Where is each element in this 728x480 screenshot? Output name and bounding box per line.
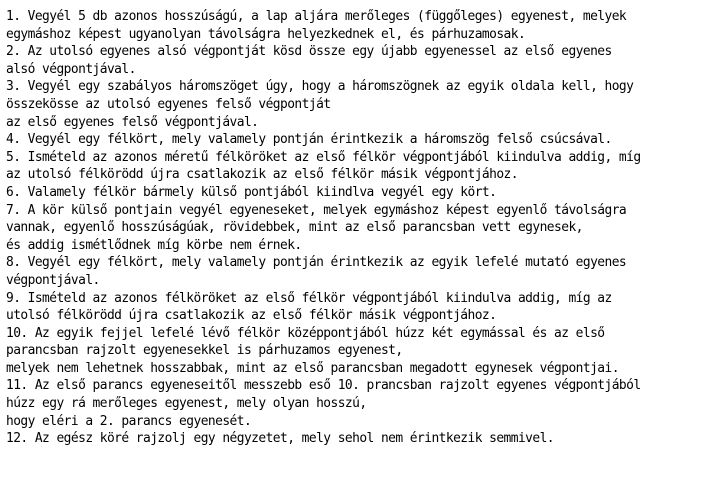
text-line: hogy eléri a 2. parancs egyenesét. — [6, 413, 252, 429]
text-line: 10. Az egyik fejjel lefelé lévő félkör középpontjából húzz két egymással és az első — [6, 325, 605, 341]
text-line: egymáshoz képest ugyanolyan távolságra helyezkednek el, és párhuzamosak. — [6, 26, 526, 42]
text-line: az első egyenes felső végpontjával. — [6, 114, 259, 130]
text-line: 3. Vegyél egy szabályos háromszöget úgy, hogy a háromszögnek az egyik oldala kell, hogy — [6, 79, 634, 95]
text-line: az utolsó félkörödd újra csatlakozik az első félkör másik végpontjához. — [6, 167, 518, 183]
text-line: 11. Az első parancs egyeneseitől messzebb eső 10. prancsban rajzolt egyenes végpontjából — [6, 378, 641, 394]
text-line: utolsó félkörödd újra csatlakozik az első félkör másik végpontjához. — [6, 308, 497, 324]
text-line: melyek nem lehetnek hosszabbak, mint az első parancsban megadott egynesek végpontjai. — [6, 360, 619, 376]
instruction-text-document — [6, 8, 722, 448]
text-line: összekösse az utolsó egyenes felső végpontját — [6, 96, 331, 112]
text-line: 2. Az utolsó egyenes alsó végpontját kösd össze egy újabb egyenessel az első egyenes — [6, 44, 612, 60]
text-line: 4. Vegyél egy félkört, mely valamely pontján érintkezik a háromszög felső csúcsával. — [6, 132, 612, 148]
text-line: vannak, egyenlő hosszúságúak, rövidebbek, mint az első parancsban vett egynesek, — [6, 220, 583, 236]
text-line: 6. Valamely félkör bármely külső pontjából kiindlva vegyél egy kört. — [6, 184, 497, 200]
text-line: 7. A kör külső pontjain vegyél egyeneseket, melyek egymáshoz képest egyenlő távolságra — [6, 202, 627, 218]
text-line: alsó végpontjával. — [6, 61, 136, 77]
text-line: 8. Vegyél egy félkört, mely valamely pontján érintkezik az egyik lefelé mutató egyenes — [6, 255, 627, 271]
text-line: 1. Vegyél 5 db azonos hosszúságú, a lap aljára merőleges (függőleges) egyenest, melyek — [6, 9, 627, 24]
text-line: 12. Az egész köré rajzolj egy négyzetet, mely sehol nem érintkezik semmivel. — [6, 431, 555, 447]
text-line: parancsban rajzolt egyenesekkel is párhuzamos egyenest, — [6, 343, 403, 359]
text-line: 9. Ismételd az azonos félköröket az első félkör végpontjából kiindulva addig, míg az — [6, 290, 612, 306]
text-line: húzz egy rá merőleges egyenest, mely olyan hosszú, — [6, 396, 367, 412]
text-line: 5. Ismételd az azonos méretű félköröket az első félkör végpontjából kiindulva addig, míg — [6, 149, 641, 165]
text-line: és addig ismétlődnek míg körbe nem érnek. — [6, 237, 302, 253]
text-line: végpontjával. — [6, 272, 100, 288]
